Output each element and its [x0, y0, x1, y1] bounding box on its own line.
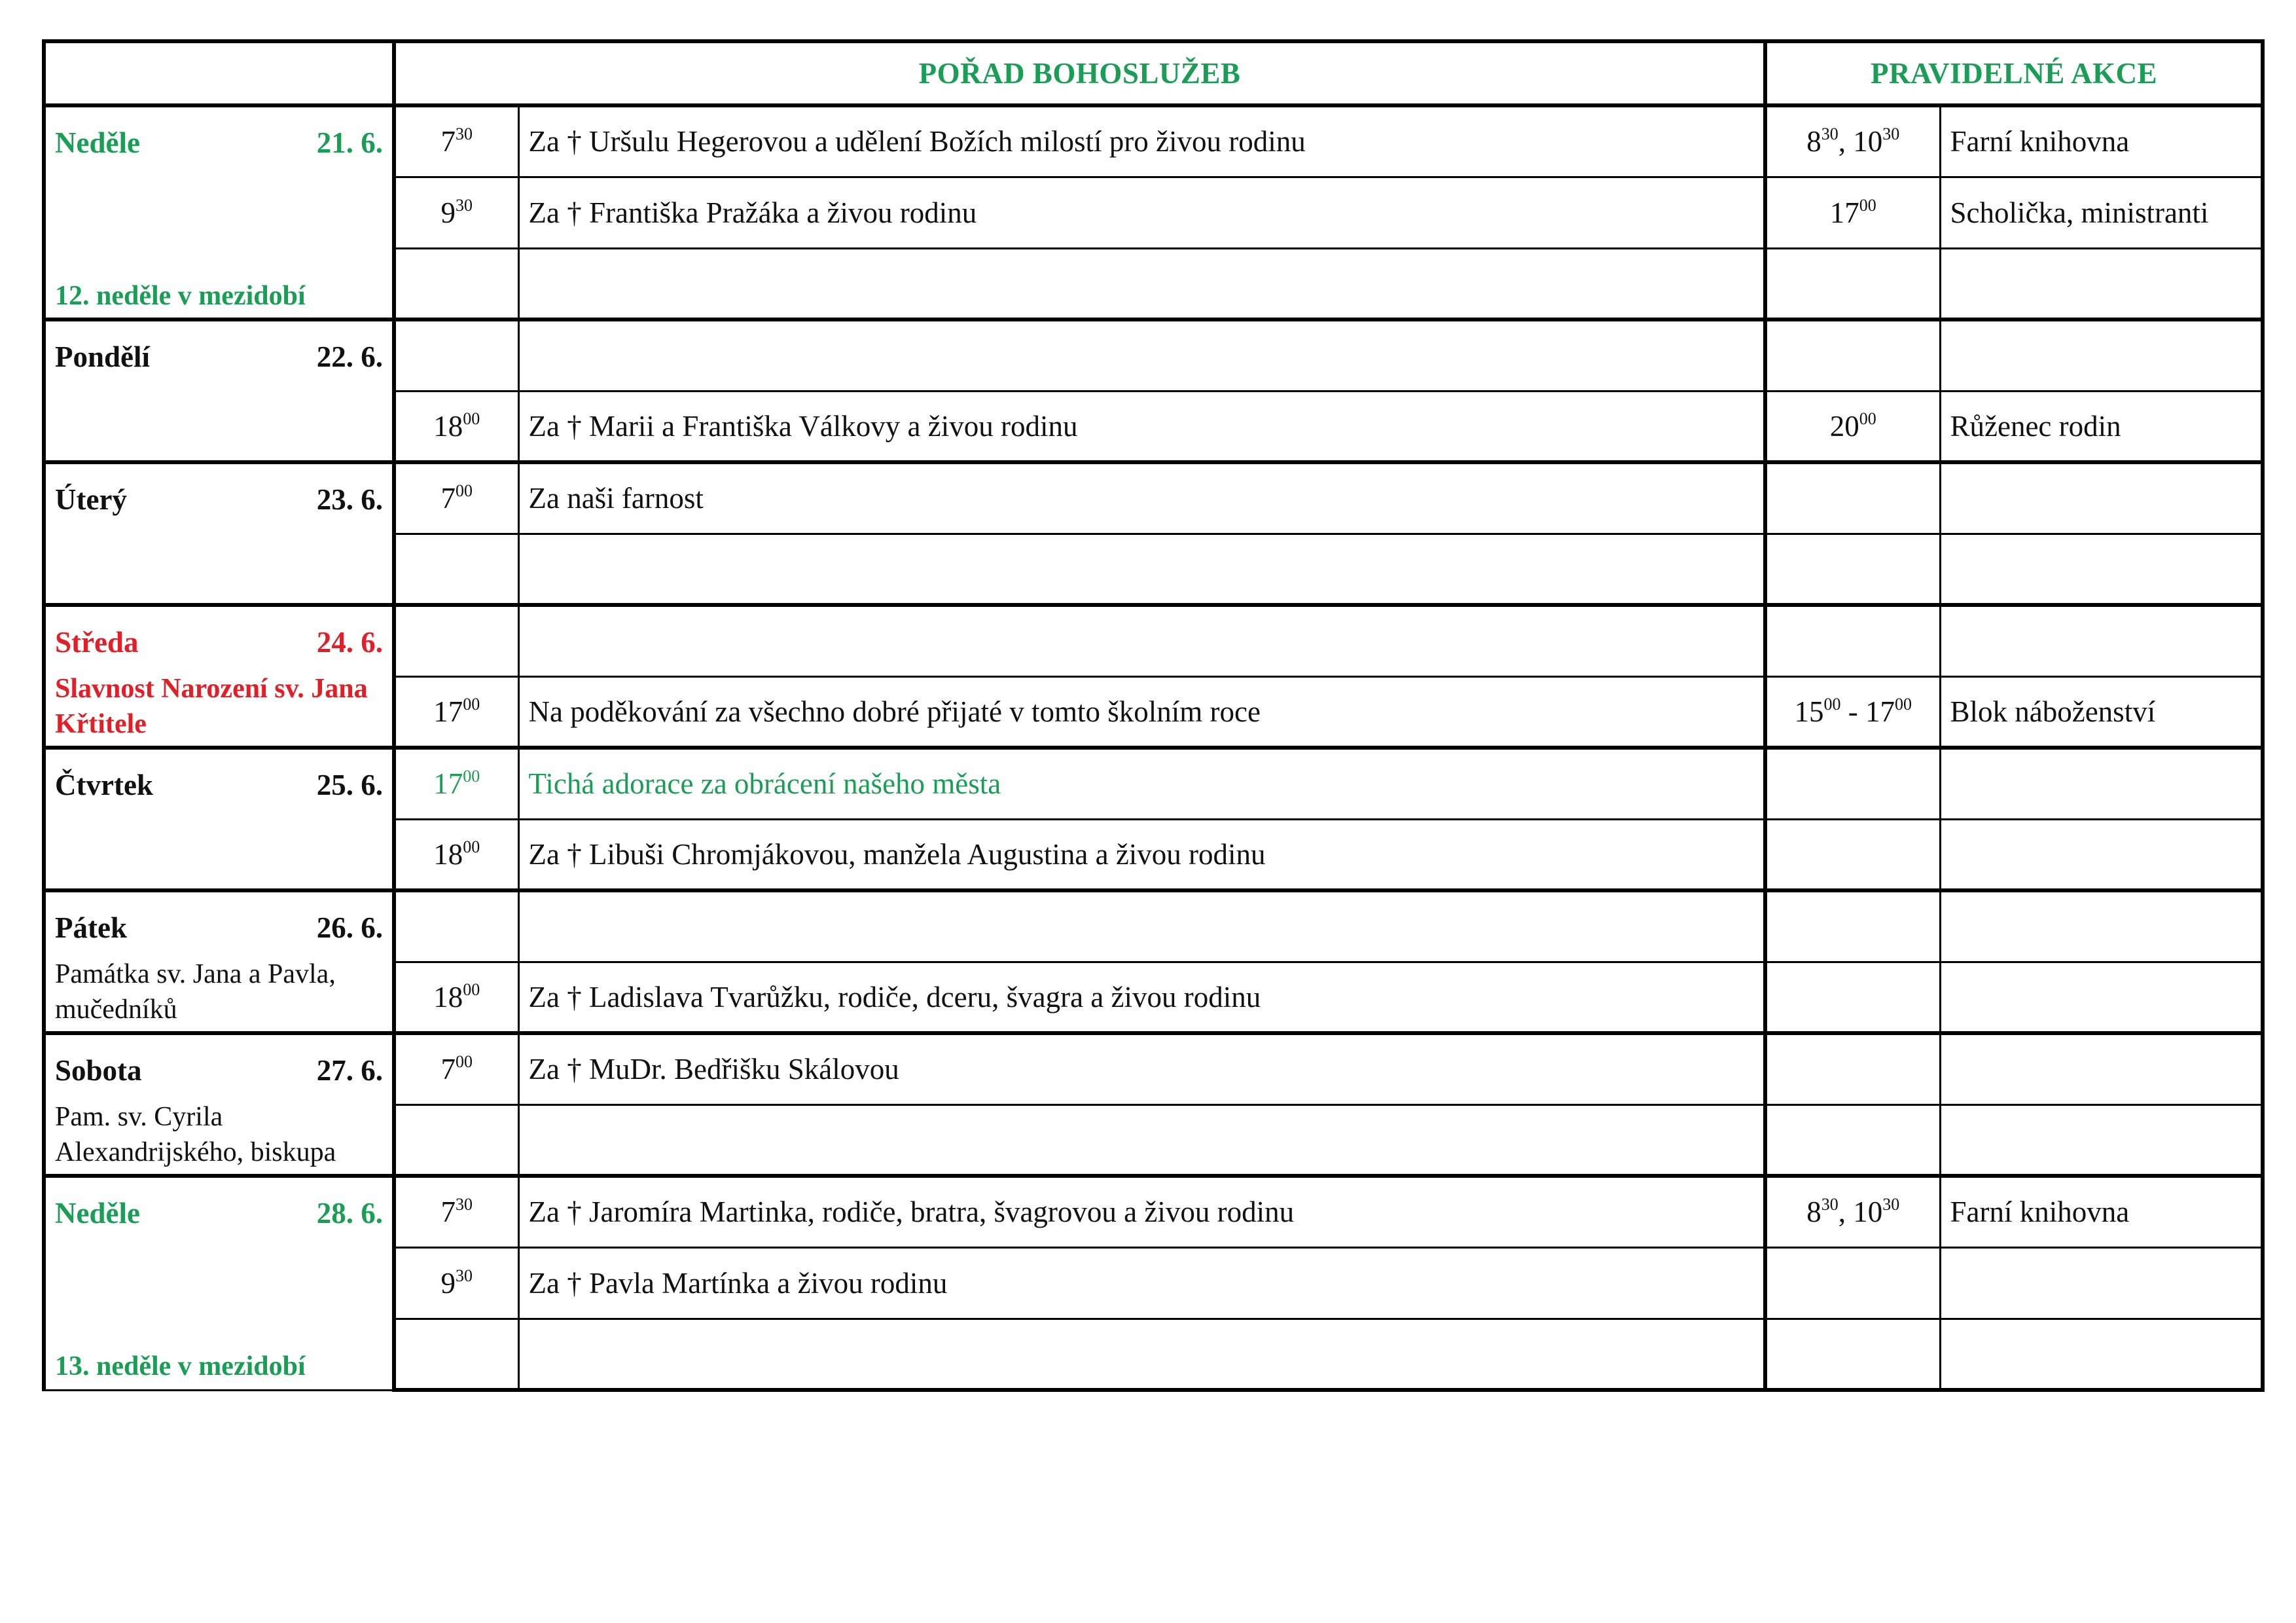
- activity-name: Růženec rodin: [1940, 391, 2263, 462]
- mass-time: $17^{00}$: [394, 748, 518, 819]
- day-name: Neděle: [55, 1197, 140, 1230]
- mass-intention: [518, 1104, 1765, 1176]
- schedule-row: [44, 890, 2263, 962]
- activity-time: [1765, 819, 1940, 890]
- activity-time: [1765, 462, 1940, 534]
- day-note: 12. neděle v mezidobí: [55, 281, 306, 311]
- activity-time: $8^{30}$, $10^{30}$: [1765, 105, 1940, 177]
- day-cell: [44, 1176, 394, 1390]
- activity-name: [1940, 248, 2263, 319]
- activity-name: [1940, 890, 2263, 962]
- mass-time: $9^{30}$: [394, 1247, 518, 1319]
- schedule-table: [42, 39, 2265, 1392]
- mass-time: [394, 890, 518, 962]
- header-empty-cell: [44, 41, 394, 105]
- day-cell: [44, 605, 394, 748]
- mass-intention: Za † Jaromíra Martinka, rodiče, bratra, švagrovou a živou rodinu: [518, 1176, 1765, 1247]
- mass-time: $17^{00}$: [394, 676, 518, 748]
- activity-time: [1765, 962, 1940, 1033]
- mass-time: [394, 534, 518, 605]
- activities-header: PRAVIDELNÉ AKCE: [1765, 41, 2263, 105]
- activity-time: $20^{00}$: [1765, 391, 1940, 462]
- services-header: POŘAD BOHOSLUŽEB: [394, 41, 1765, 105]
- mass-time: $7^{00}$: [394, 462, 518, 534]
- activity-time: [1765, 1104, 1940, 1176]
- activity-name: [1940, 748, 2263, 819]
- day-note: Slavnost Narození sv. Jana Křtitele: [55, 674, 368, 739]
- day-cell: [44, 105, 394, 319]
- day-note: 13. neděle v mezidobí: [55, 1351, 306, 1381]
- activity-name: [1940, 962, 2263, 1033]
- mass-intention: Za naši farnost: [518, 462, 1765, 534]
- header-row: [44, 41, 2263, 105]
- day-name: Sobota: [55, 1054, 142, 1087]
- activity-time: [1765, 890, 1940, 962]
- mass-intention: Tichá adorace za obrácení našeho města: [518, 748, 1765, 819]
- activity-name: [1940, 1033, 2263, 1104]
- day-cell: [44, 319, 394, 462]
- mass-intention: Za † Marii a Františka Válkovy a živou rodinu: [518, 391, 1765, 462]
- mass-intention: [518, 890, 1765, 962]
- schedule-row: [44, 462, 2263, 534]
- schedule-row: [44, 319, 2263, 391]
- mass-time: [394, 319, 518, 391]
- day-date: 25. 6.: [316, 769, 383, 801]
- day-note: Památka sv. Jana a Pavla, mučedníků: [55, 959, 336, 1025]
- mass-time: [394, 1104, 518, 1176]
- activity-time: [1765, 605, 1940, 676]
- day-date: 24. 6.: [316, 626, 383, 659]
- day-name: Pátek: [55, 911, 127, 944]
- day-date: 21. 6.: [316, 126, 383, 159]
- mass-time: [394, 1319, 518, 1390]
- mass-time: $7^{30}$: [394, 1176, 518, 1247]
- mass-time: $7^{30}$: [394, 105, 518, 177]
- activity-time: [1765, 319, 1940, 391]
- activity-name: [1940, 319, 2263, 391]
- activity-name: [1940, 1104, 2263, 1176]
- mass-intention: Za † Libuši Chromjákovou, manžela Augustina a živou rodinu: [518, 819, 1765, 890]
- mass-intention: [518, 319, 1765, 391]
- activity-name: [1940, 819, 2263, 890]
- mass-time: $18^{00}$: [394, 819, 518, 890]
- day-name: Pondělí: [55, 340, 151, 373]
- mass-time: $7^{00}$: [394, 1033, 518, 1104]
- mass-intention: Za † Františka Pražáka a živou rodinu: [518, 177, 1765, 248]
- schedule-row: [44, 748, 2263, 819]
- mass-intention: [518, 534, 1765, 605]
- activity-name: Farní knihovna: [1940, 105, 2263, 177]
- activity-time: [1765, 1033, 1940, 1104]
- mass-time: $18^{00}$: [394, 391, 518, 462]
- activity-time: [1765, 1247, 1940, 1319]
- activity-time: [1765, 248, 1940, 319]
- activity-time: [1765, 534, 1940, 605]
- day-cell: [44, 890, 394, 1033]
- day-name: Neděle: [55, 126, 140, 159]
- mass-time: $9^{30}$: [394, 177, 518, 248]
- activity-name: Blok náboženství: [1940, 676, 2263, 748]
- day-cell: [44, 748, 394, 890]
- schedule-row: [44, 105, 2263, 177]
- activity-name: [1940, 462, 2263, 534]
- mass-time: [394, 605, 518, 676]
- activity-time: $17^{00}$: [1765, 177, 1940, 248]
- mass-intention: Za † Ladislava Tvarůžku, rodiče, dceru, švagra a živou rodinu: [518, 962, 1765, 1033]
- day-name: Čtvrtek: [55, 769, 153, 801]
- mass-time: $18^{00}$: [394, 962, 518, 1033]
- day-name: Středa: [55, 626, 139, 659]
- activity-name: [1940, 1247, 2263, 1319]
- activity-name: [1940, 1319, 2263, 1390]
- activity-name: [1940, 605, 2263, 676]
- day-date: 27. 6.: [316, 1054, 383, 1087]
- activity-time: [1765, 748, 1940, 819]
- day-cell: [44, 1033, 394, 1176]
- schedule-row: [44, 605, 2263, 676]
- schedule-row: [44, 1176, 2263, 1247]
- day-name: Úterý: [55, 483, 127, 516]
- activity-time: [1765, 1319, 1940, 1390]
- activity-name: [1940, 534, 2263, 605]
- mass-intention: Za † Uršulu Hegerovou a udělení Božích milostí pro živou rodinu: [518, 105, 1765, 177]
- schedule-row: [44, 1033, 2263, 1104]
- mass-intention: [518, 605, 1765, 676]
- activity-time: $8^{30}$, $10^{30}$: [1765, 1176, 1940, 1247]
- mass-intention: Na poděkování za všechno dobré přijaté v tomto školním roce: [518, 676, 1765, 748]
- mass-intention: [518, 248, 1765, 319]
- mass-time: [394, 248, 518, 319]
- day-date: 28. 6.: [316, 1197, 383, 1230]
- activity-name: Scholička, ministranti: [1940, 177, 2263, 248]
- mass-intention: Za † MuDr. Bedřišku Skálovou: [518, 1033, 1765, 1104]
- day-note: Pam. sv. Cyrila Alexandrijského, biskupa: [55, 1102, 336, 1167]
- day-cell: [44, 462, 394, 605]
- activity-name: Farní knihovna: [1940, 1176, 2263, 1247]
- mass-intention: Za † Pavla Martínka a živou rodinu: [518, 1247, 1765, 1319]
- mass-intention: [518, 1319, 1765, 1390]
- day-date: 22. 6.: [316, 340, 383, 373]
- day-date: 23. 6.: [316, 483, 383, 516]
- day-date: 26. 6.: [316, 911, 383, 944]
- activity-time: $15^{00} - 17^{00}$: [1765, 676, 1940, 748]
